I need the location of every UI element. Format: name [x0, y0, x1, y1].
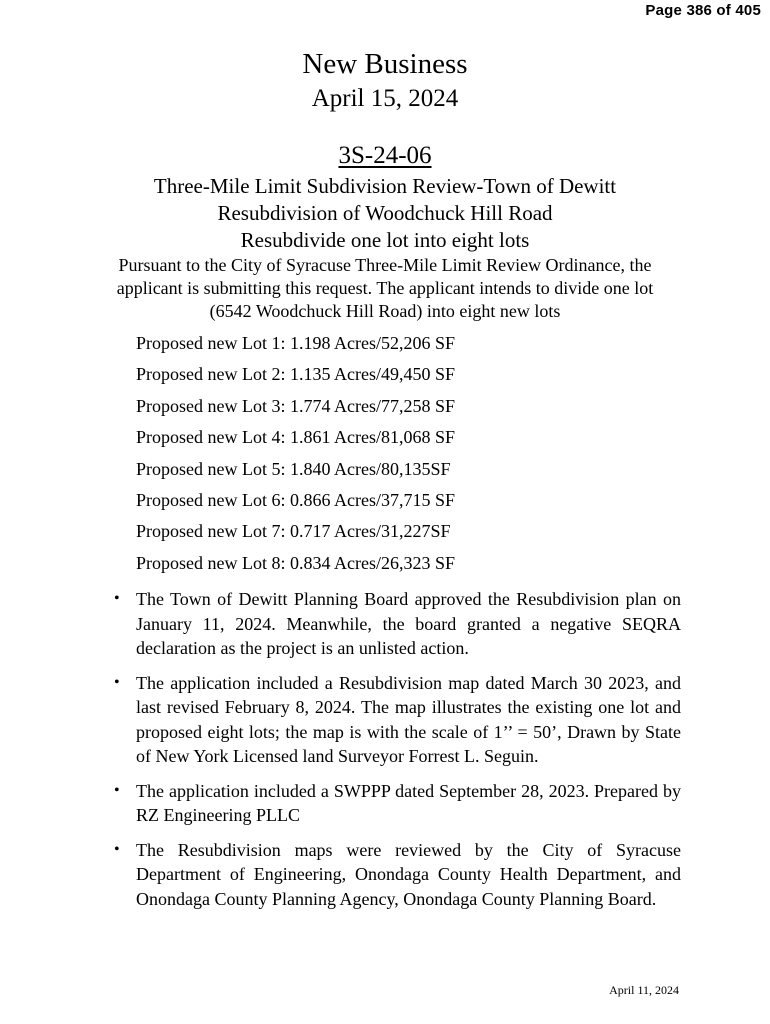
- lot-item: Proposed new Lot 6: 0.866 Acres/37,715 SF: [136, 489, 455, 510]
- lot-item: Proposed new Lot 1: 1.198 Acres/52,206 SF: [136, 333, 455, 353]
- finding-text: The application included a SWPPP dated September 28, 2023. Prepared by RZ Engineering PLLC: [136, 780, 681, 825]
- lot-item: Proposed new Lot 3: 1.774 Acres/77,258 SF: [136, 395, 455, 416]
- footer-date: April 11, 2024: [609, 983, 679, 997]
- proposed-lots-list: [136, 332, 455, 583]
- finding-text: The application included a Resubdivision map dated March 30 2023, and last revised February 8, 2024. The map illustrates the existing one lot and proposed eight lots; the map is with the scale of 1’’ = 50’, Drawn by State of New York Licensed land Surveyor Forrest L. Seguin.: [136, 672, 681, 766]
- intro-paragraph: Pursuant to the City of Syracuse Three-Mile Limit Review Ordinance, the applicant is submitting this request. The applicant intends to divide one lot (6542 Woodchuck Hill Road) into eight new lots: [116, 255, 654, 321]
- case-number: 3S-24-06: [338, 142, 432, 169]
- case-heading-review-type: Three-Mile Limit Subdivision Review-Town of Dewitt: [153, 174, 617, 198]
- finding-item: [114, 779, 681, 828]
- bullet-icon: •: [114, 840, 120, 858]
- finding-item: [114, 671, 681, 769]
- case-heading-action: Resubdivide one lot into eight lots: [240, 228, 530, 252]
- case-heading-project: Resubdivision of Woodchuck Hill Road: [217, 201, 553, 225]
- lot-item: Proposed new Lot 4: 1.861 Acres/81,068 SF: [136, 427, 455, 448]
- lot-item: Proposed new Lot 2: 1.135 Acres/49,450 SF: [136, 364, 455, 385]
- page-title: New Business: [302, 48, 468, 80]
- lot-item: Proposed new Lot 7: 0.717 Acres/31,227SF: [136, 521, 451, 542]
- lot-item: Proposed new Lot 5: 1.840 Acres/80,135SF: [136, 458, 451, 479]
- finding-text: The Town of Dewitt Planning Board approved the Resubdivision plan on January 11, 2024. Meanwhile, the board granted a negative SEQRA declaration as the project is an unlisted action.: [136, 589, 681, 658]
- bullet-icon: •: [114, 590, 120, 607]
- finding-item: [114, 587, 681, 661]
- bullet-icon: •: [114, 673, 120, 691]
- lot-item: Proposed new Lot 8: 0.834 Acres/26,323 SF: [136, 552, 455, 573]
- bullet-icon: •: [114, 781, 120, 799]
- meeting-date: April 15, 2024: [311, 85, 459, 112]
- finding-text: The Resubdivision maps were reviewed by the City of Syracuse Department of Engineering, Onondaga County Health Department, and Onondaga County Planning Agency, Onondaga County Planning Board.: [136, 839, 681, 909]
- page-counter: Page 386 of 405: [645, 2, 761, 19]
- findings-list: [0, 587, 770, 921]
- finding-item: [114, 838, 681, 912]
